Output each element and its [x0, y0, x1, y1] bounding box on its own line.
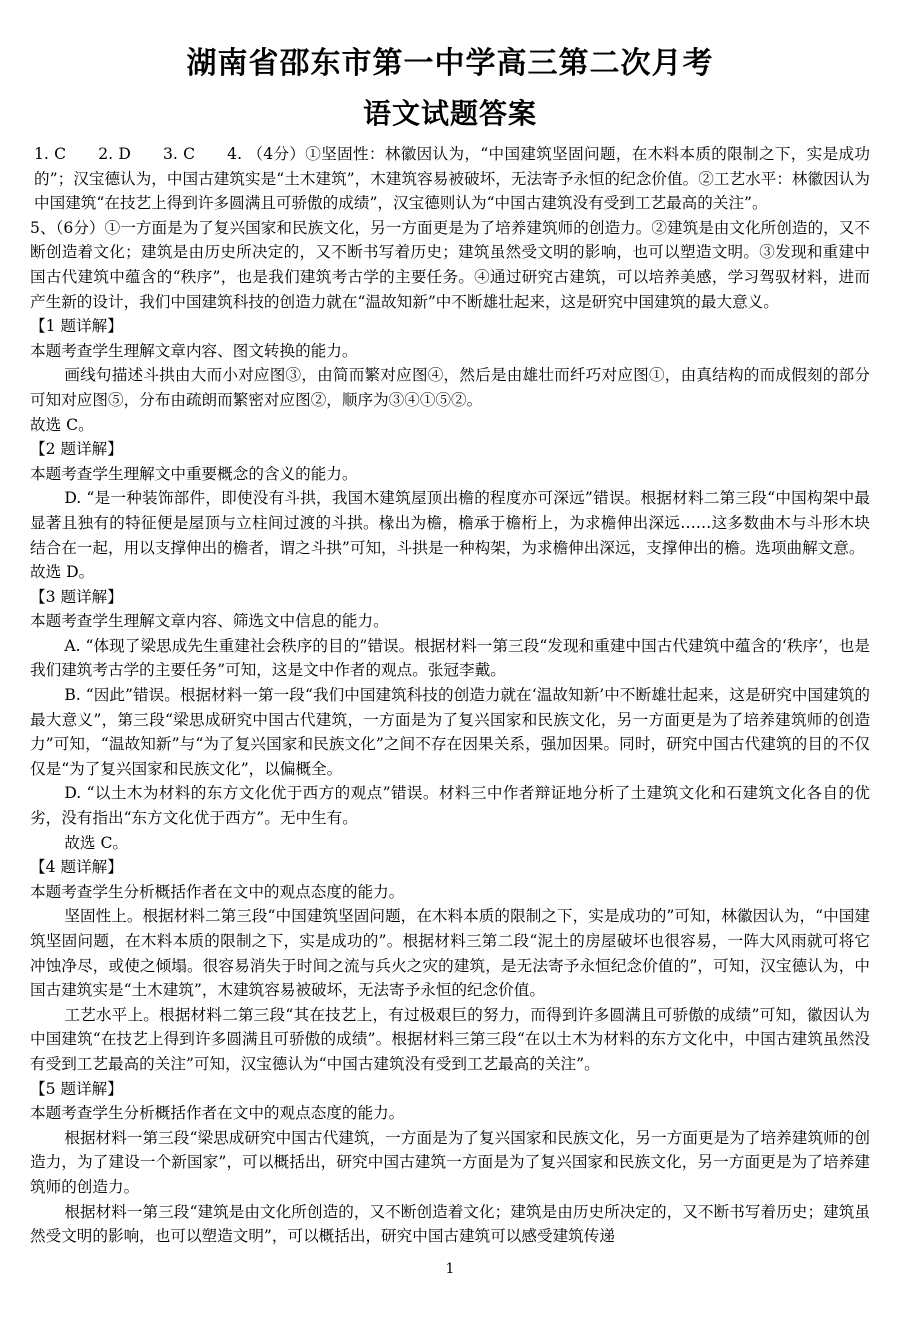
section-heading: 【1 题详解】 [30, 317, 123, 336]
section-paragraph: 根据材料一第三段“梁思成研究中国古代建筑，一方面是为了复兴国家和民族文化，另一方面更是为了培养建筑师的创造力，为了建设一个新国家”，可以概括出，研究中国古建筑一方面是为了复兴国家和民族文化，另一方面更是为了培养建筑师的创造力。 [30, 1128, 870, 1196]
section-paragraph: D. “是一种装饰部件，即使没有斗拱，我国木建筑屋顶出檐的程度亦可深远”错误。根据材料二第三段“中国构架中最显著且独有的特征便是屋顶与立柱间过渡的斗拱。椽出为檐，檐承于檐桁上，为求檐伸出深远……这多数曲木与斗形木块结合在一起，用以支撑伸出的檐者，谓之斗拱”可知，斗拱是一种构架，为求檐伸出深远，支撑伸出的檐。选项曲解文意。 [30, 489, 870, 557]
section-heading: 【4 题详解】 [30, 858, 123, 877]
section-heading: 【3 题详解】 [30, 587, 123, 606]
section-intro: 本题考查学生分析概括作者在文中的观点态度的能力。 [30, 1104, 405, 1123]
section-intro: 本题考查学生分析概括作者在文中的观点态度的能力。 [30, 882, 405, 901]
section-conclusion: 故选 C。 [64, 833, 128, 852]
section-q3 [30, 585, 870, 856]
section-paragraph: A. “体现了梁思成先生重建社会秩序的目的”错误。根据材料一第三段“发现和重建中国古代建筑中蕴含的‘秩序’，也是我们建筑考古学的主要任务”可知，这是文中作者的观点。张冠李戴。 [30, 636, 870, 680]
answer-summary-5: 5、（6分）①一方面是为了复兴国家和民族文化，另一方面更是为了培养建筑师的创造力。②建筑是由文化所创造的，又不断创造着文化；建筑是由历史所决定的，又不断书写着历史；建筑虽然受文明的影响，也可以塑造文明。③发现和重建中国古代建筑中蕴含的“秩序”，也是我们建筑考古学的主要任务。④通过研究古建筑，可以培养美感，学习驾驭材料，进而产生新的设计，我们中国建筑科技的创造力就在“温故知新”中不断雄壮起来，这是研究中国建筑的最大意义。 [30, 218, 870, 311]
document-subtitle: 语文试题答案 [362, 97, 537, 130]
section-q1 [30, 314, 870, 437]
section-paragraph: 画线句描述斗拱由大而小对应图③，由简而繁对应图④，然后是由雄壮而纤巧对应图①，由真结构的而成假刻的部分可知对应图⑤，分布由疏朗而繁密对应图②，顺序为③④①⑤②。 [30, 366, 870, 409]
section-heading: 【5 题详解】 [30, 1079, 123, 1098]
section-paragraph: B. “因此”错误。根据材料一第一段“我们中国建筑科技的创造力就在‘温故知新’中不断雄壮起来，这是研究中国建筑的最大意义”，第三段“梁思成研究中国古代建筑，一方面是为了复兴国家和民族文化，另一方面更是为了培养建筑师的创造力”可知，“温故知新”与“为了复兴国家和民族文化”之间不存在因果关系，强加因果。同时，研究中国古代建筑的目的不仅仅是“为了复兴国家和民族文化”，以偏概全。 [30, 686, 870, 778]
section-paragraph: 根据材料一第三段“建筑是由文化所创造的，又不断创造着文化；建筑是由历史所决定的，又不断书写着历史；建筑虽然受文明的影响，也可以塑造文明”，可以概括出，研究中国古建筑可以感受建筑传递 [30, 1202, 870, 1246]
answer-summary-1-4: 1. C 2. D 3. C 4. （4分）①坚固性：林徽因认为，“中国建筑坚固问题，在木料本质的限制之下，实是成功的”；汉宝德认为，中国古建筑实是“土木建筑”，木建筑容易被破坏，无法寄予永恒的纪念价值。②工艺水平：林徽因认为中国建筑“在技艺上得到许多圆满且可骄傲的成绩”，汉宝德则认为“中国古建筑没有受到工艺最高的关注”。 [34, 145, 870, 213]
section-q5 [30, 1077, 870, 1249]
section-q2 [30, 437, 870, 585]
section-intro: 本题考查学生理解文章内容、筛选文中信息的能力。 [30, 612, 389, 631]
section-conclusion: 故选 C。 [30, 415, 94, 434]
page-number: 1 [445, 1261, 455, 1278]
section-paragraph: 工艺水平上。根据材料二第三段“其在技艺上，有过极艰巨的努力，而得到许多圆满且可骄傲的成绩”可知，徽因认为中国建筑“在技艺上得到许多圆满且可骄傲的成绩”。根据材料三第三段“在以土木为材料的东方文化中，中国古建筑虽然没有受到工艺最高的关注”可知，汉宝德认为“中国古建筑没有受到工艺最高的关注”。 [30, 1005, 870, 1073]
section-intro: 本题考查学生理解文中重要概念的含义的能力。 [30, 464, 358, 483]
section-paragraph: 坚固性上。根据材料二第三段“中国建筑坚固问题，在木料本质的限制之下，实是成功的”可知，林徽因认为，“中国建筑坚固问题，在木料本质的限制之下，实是成功的”。根据材料三第二段“泥土的房屋破坏也很容易，一阵大风雨就可将它冲蚀净尽，或使之倾塌。很容易消失于时间之流与兵火之灾的建筑，是无法寄予永恒纪念价值的”，可知，汉宝德认为，中国古建筑实是“土木建筑”，木建筑容易被破坏，无法寄予永恒的纪念价值。 [30, 907, 870, 1000]
section-heading: 【2 题详解】 [30, 440, 123, 459]
section-intro: 本题考查学生理解文章内容、图文转换的能力。 [30, 341, 358, 360]
document-title: 湖南省邵东市第一中学高三第二次月考 [186, 46, 714, 81]
section-conclusion: 故选 D。 [30, 563, 95, 582]
section-q4 [30, 855, 870, 1076]
section-paragraph: D. “以土木为材料的东方文化优于西方的观点”错误。材料三中作者辩证地分析了土建筑文化和石建筑文化各自的优劣，没有指出“东方文化优于西方”。无中生有。 [30, 784, 870, 828]
